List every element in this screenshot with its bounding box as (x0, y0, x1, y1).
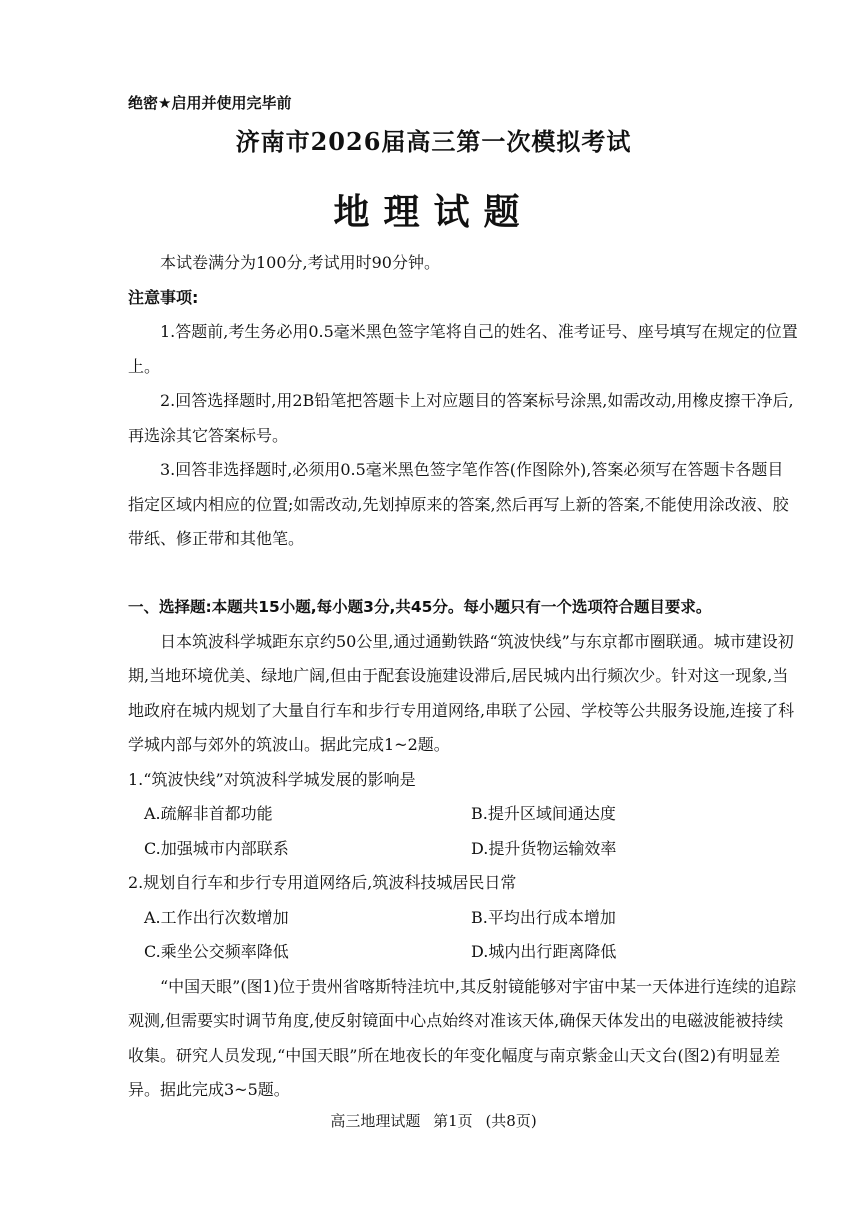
option-2a: A.工作出行次数增加 (144, 907, 289, 927)
confidential-notice: 绝密★启用并使用完毕前 (128, 94, 292, 112)
option-1b: B.提升区域间通达度 (471, 804, 616, 823)
question-2-options (128, 901, 798, 970)
notice-item-3: 3.回答非选择题时,必须用0.5毫米黑色签字笔作答(作图除外),答案必须写在答题卡各题目指定区域内相应的位置;如需改动,先划掉原来的答案,然后再写上新的答案,不能使用涂改液、胶带纸、修正带和其他笔。 (128, 460, 789, 548)
footer-total-pages: (共8页) (485, 1112, 537, 1130)
passage-2: “中国天眼”(图1)位于贵州省喀斯特洼坑中,其反射镜能够对宇宙中某一天体进行连续的追踪观测,但需要实时调节角度,使反射镜面中心点始终对准该天体,确保天体发出的电磁波能被持续收集。研究人员发现,“中国天眼”所在地夜长的年变化幅度与南京紫金山天文台(图2)有明显差异。据此完成3~5题。 (128, 976, 797, 1099)
question-1-options (128, 797, 798, 866)
question-1-stem: 1.“筑波快线”对筑波科学城发展的影响是 (128, 769, 416, 789)
option-1c: C.加强城市内部联系 (144, 838, 289, 858)
instructions-block (128, 246, 798, 557)
section-heading: 一、选择题:本题共15小题,每小题3分,共45分。每小题只有一个选项符合题目要求。 (128, 598, 712, 616)
footer-title: 高三地理试题 (330, 1112, 421, 1130)
exam-title: 济南市2026届高三第一次模拟考试 (235, 127, 632, 156)
page-footer (0, 1110, 867, 1131)
notice-item-2: 2.回答选择题时,用2B铅笔把答题卡上对应题目的答案标号涂黑,如需改动,用橡皮擦干净后,再选涂其它答案标号。 (128, 391, 794, 445)
question-2-stem: 2.规划自行车和步行专用道网络后,筑波科技城居民日常 (128, 873, 517, 892)
option-1a: A.疏解非首都功能 (144, 804, 273, 823)
option-2c: C.乘坐公交频率降低 (144, 942, 289, 961)
score-line: 本试卷满分为100分,考试用时90分钟。 (160, 253, 440, 272)
section-choice (128, 590, 798, 1108)
passage-1: 日本筑波科学城距东京约50公里,通过通勤铁路“筑波快线”与东京都市圈联通。城市建设初期,当地环境优美、绿地广阔,但由于配套设施建设滞后,居民城内出行频次少。针对这一现象,当地政府在城内规划了大量自行车和步行专用道网络,串联了公园、学校等公共服务设施,连接了科学城内部与郊外的筑波山。据此完成1~2题。 (128, 631, 795, 754)
subject-title: 地理试题 (333, 192, 534, 233)
option-1d: D.提升货物运输效率 (471, 838, 617, 858)
notice-item-1: 1.答题前,考生务必用0.5毫米黑色签字笔将自己的姓名、准考证号、座号填写在规定的位置上。 (128, 322, 798, 376)
footer-page-number: 第1页 (433, 1112, 473, 1130)
option-2d: D.城内出行距离降低 (471, 942, 617, 961)
notice-heading: 注意事项: (128, 287, 199, 307)
option-2b: B.平均出行成本增加 (471, 907, 616, 927)
